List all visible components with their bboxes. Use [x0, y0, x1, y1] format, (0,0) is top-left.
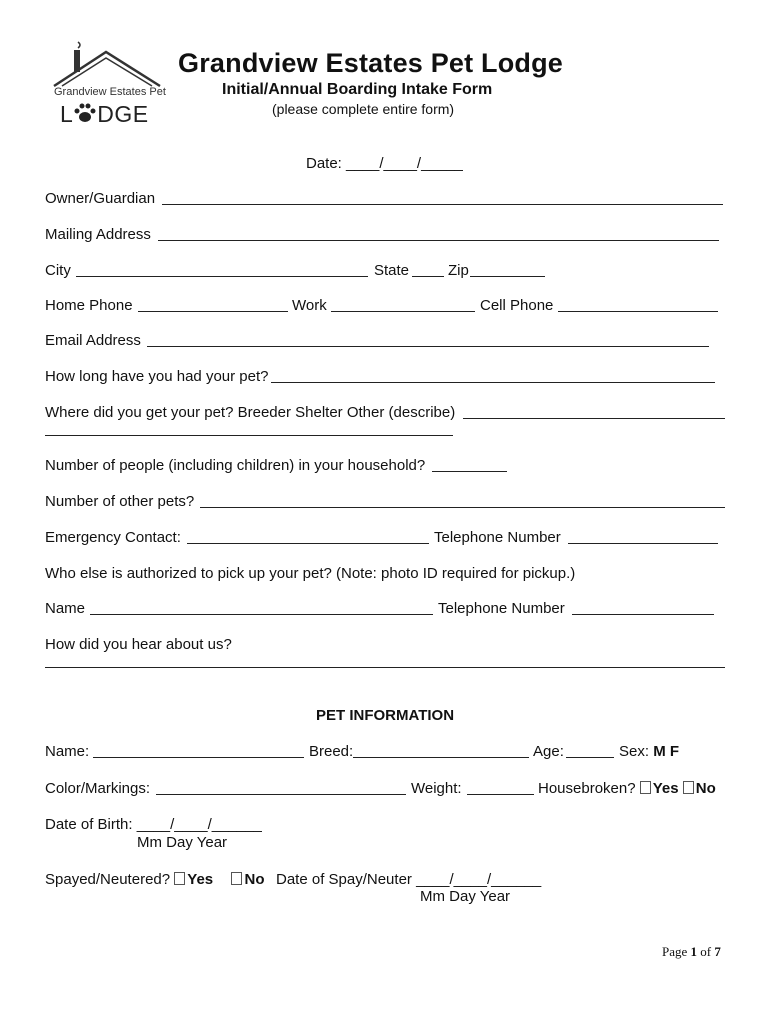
spay-date-field[interactable]: Date of Spay/Neuter ____/____/______: [276, 871, 542, 888]
zip-field[interactable]: [470, 276, 545, 277]
email-label: Email Address: [45, 332, 141, 349]
form-note: (please complete entire form): [272, 101, 455, 117]
logo: [44, 38, 169, 128]
emergency-label: Emergency Contact:: [45, 529, 181, 546]
city-field[interactable]: [76, 276, 368, 277]
authorized-name-field[interactable]: [90, 614, 433, 615]
logo-lodge: [60, 101, 149, 128]
telephone-label: Telephone Number: [434, 529, 561, 546]
form-subtitle: Initial/Annual Boarding Intake Form: [222, 81, 493, 98]
work-field[interactable]: [331, 311, 475, 312]
mailing-field[interactable]: [158, 240, 719, 241]
date-field[interactable]: Date: ____/____/_____: [306, 155, 463, 172]
owner-label: Owner/Guardian: [45, 190, 156, 207]
housebroken-no-label: No: [695, 780, 716, 797]
page-total: 7: [714, 944, 721, 959]
where-field[interactable]: [463, 418, 725, 419]
telephone2-field[interactable]: [572, 614, 714, 615]
telephone-field[interactable]: [568, 543, 718, 544]
home-phone-field[interactable]: [138, 311, 288, 312]
how-long-field[interactable]: [271, 382, 715, 383]
age-label: Age:: [533, 743, 564, 760]
spay-format-hint: Mm Day Year: [420, 888, 511, 905]
spayed-yes-label: Yes: [187, 871, 214, 888]
spayed-no-label: No: [244, 871, 265, 888]
pet-name-label: Name:: [45, 743, 90, 760]
page-current: 1: [690, 944, 698, 959]
paw-icon: [73, 102, 97, 124]
logo-letters-dge: DGE: [97, 101, 149, 127]
housebroken-yes-label: Yes: [652, 780, 679, 797]
page-number: [662, 944, 721, 960]
cell-phone-field[interactable]: [558, 311, 718, 312]
hear-label: How did you hear about us?: [45, 636, 232, 653]
owner-field[interactable]: [162, 204, 723, 205]
logo-letter-l: L: [60, 101, 74, 127]
page-label: Page: [662, 944, 688, 959]
how-long-label: How long have you had your pet?: [45, 368, 269, 385]
sex-label-text: Sex:: [619, 743, 650, 760]
spayed-yes-checkbox[interactable]: [174, 872, 185, 885]
color-field[interactable]: [156, 794, 406, 795]
dob-format-hint: Mm Day Year: [137, 834, 228, 851]
state-label: State: [374, 262, 410, 279]
housebroken-label: Housebroken?: [538, 780, 636, 797]
dob-field[interactable]: Date of Birth: ____/____/______: [45, 816, 262, 833]
housebroken-yes-checkbox[interactable]: [640, 781, 651, 794]
spayed-group: [45, 871, 264, 888]
people-field[interactable]: [432, 471, 507, 472]
emergency-field[interactable]: [187, 543, 429, 544]
sex-options[interactable]: M F: [653, 743, 680, 760]
mailing-label: Mailing Address: [45, 226, 151, 243]
authorized-label: Who else is authorized to pick up your pet? (Note: photo ID required for pickup.): [45, 565, 576, 582]
email-field[interactable]: [147, 346, 709, 347]
state-field[interactable]: [412, 276, 444, 277]
home-phone-label: Home Phone: [45, 297, 133, 314]
housebroken-group: [538, 780, 716, 797]
where-label: Where did you get your pet? Breeder Shelter Other (describe): [45, 404, 456, 421]
page-of-label: of: [700, 944, 712, 959]
spayed-no-checkbox[interactable]: [231, 872, 242, 885]
people-label: Number of people (including children) in your household?: [45, 457, 426, 474]
weight-label: Weight:: [411, 780, 462, 797]
pet-info-heading: PET INFORMATION: [316, 707, 455, 724]
age-field[interactable]: [566, 757, 614, 758]
pet-name-field[interactable]: [93, 757, 304, 758]
logo-brand: Grandview Estates Pet: [54, 86, 166, 98]
work-label: Work: [292, 297, 327, 314]
hear-field[interactable]: [45, 667, 725, 668]
name-label: Name: [45, 600, 86, 617]
other-pets-label: Number of other pets?: [45, 493, 195, 510]
where-field-line-2[interactable]: [45, 435, 453, 436]
page-title: Grandview Estates Pet Lodge: [178, 48, 564, 78]
telephone2-label: Telephone Number: [438, 600, 565, 617]
breed-field[interactable]: [353, 757, 529, 758]
city-label: City: [45, 262, 71, 279]
weight-field[interactable]: [467, 794, 534, 795]
spayed-label: Spayed/Neutered?: [45, 871, 171, 888]
housebroken-no-checkbox[interactable]: [683, 781, 694, 794]
breed-label: Breed:: [309, 743, 354, 760]
color-label: Color/Markings:: [45, 780, 151, 797]
zip-label: Zip: [448, 262, 469, 279]
sex-label: [619, 743, 679, 760]
cell-phone-label: Cell Phone: [480, 297, 554, 314]
other-pets-field[interactable]: [200, 507, 725, 508]
